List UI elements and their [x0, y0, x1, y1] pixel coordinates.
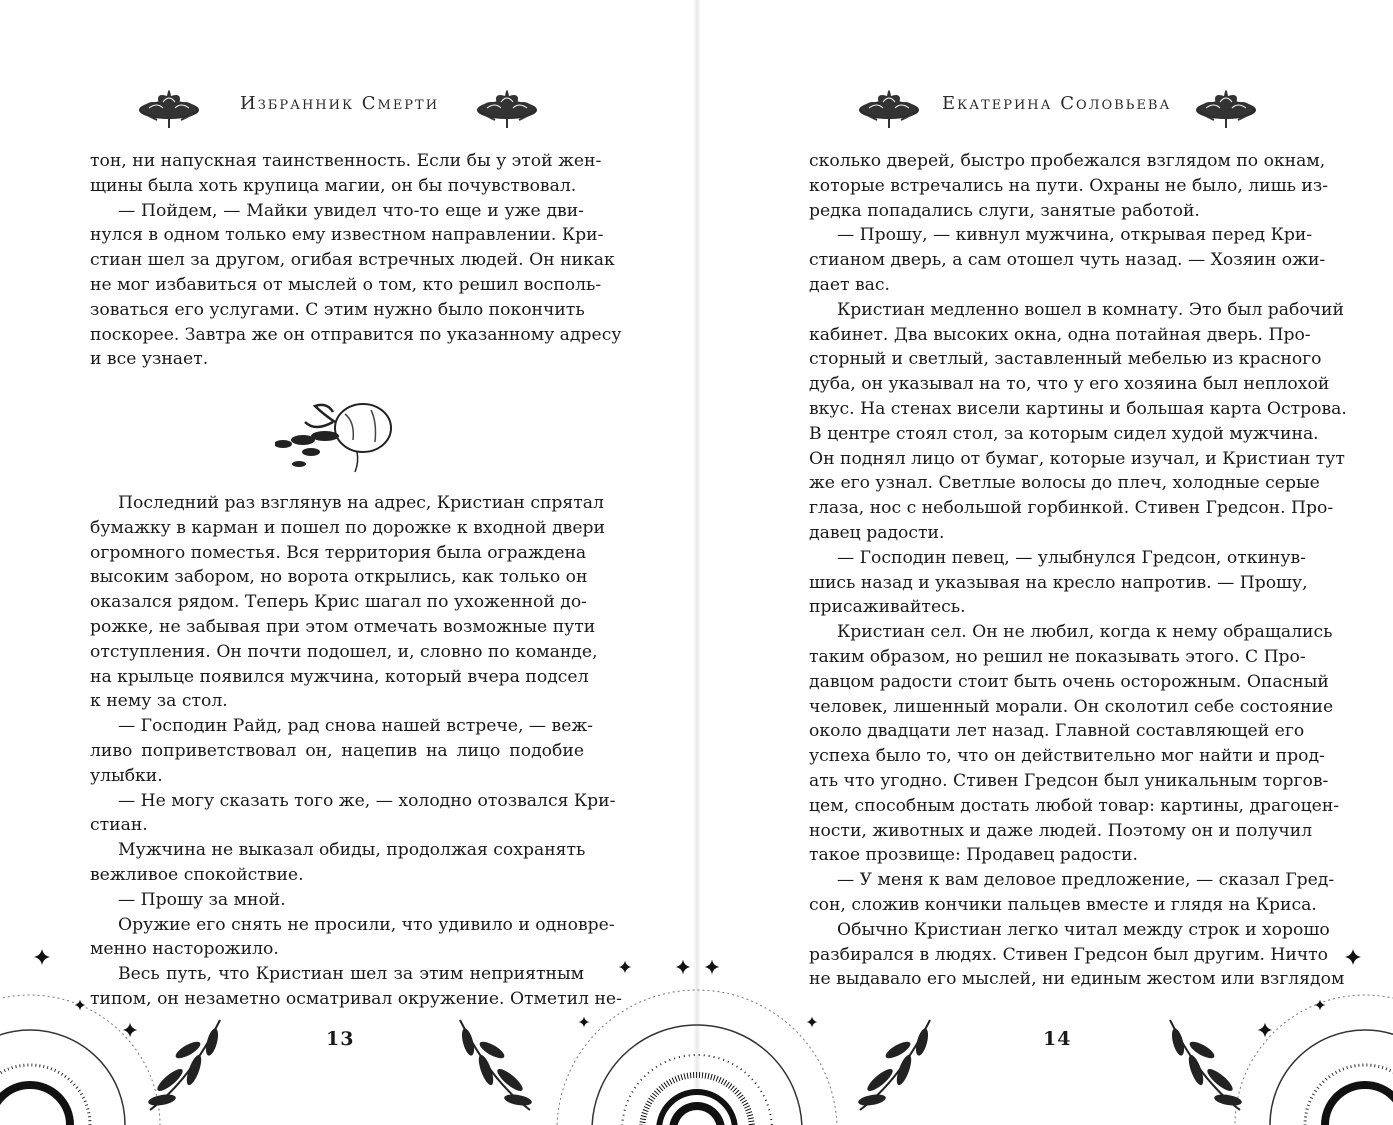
- text-line: Кристиан медленно вошел в комнату. Это был рабочий: [837, 299, 1344, 320]
- text-line: цем, способным достать любой товар: картины, драгоцен-: [809, 795, 1340, 816]
- text-line: давцом радости стоит быть очень осторожным. Опасный: [809, 671, 1329, 692]
- running-title: Екатерина Соловьева: [942, 93, 1172, 114]
- text-line: менно насторожило.: [90, 939, 279, 960]
- text-line: — Прошу за мной.: [118, 889, 286, 910]
- text-line: типом, он незаметно осматривал окружение. Отметил не-: [90, 988, 622, 1009]
- text-line: сколько дверей, быстро пробежался взглядом по окнам,: [809, 151, 1326, 171]
- text-line: ливо поприветствовал он, нацепив на лицо подобие: [90, 740, 584, 761]
- text-line: нулся в одном только ему известном направлении. Кри-: [90, 225, 604, 246]
- text-line: Последний раз взглянув на адрес, Кристиан спрятал: [118, 493, 604, 513]
- sun-ornament-icon: [1235, 995, 1393, 1125]
- text-line: же его узнал. Светлые волосы до плеч, холодные серые: [809, 473, 1320, 494]
- text-line: Мужчина не выказал обиды, продолжая сохранять: [118, 840, 586, 861]
- text-line: не выдавало его мыслей, ни единым жестом или взглядом: [809, 969, 1345, 990]
- page-number: 14: [1037, 1028, 1077, 1050]
- lotus-ornament-icon: [1194, 80, 1258, 132]
- text-line: рожке, не забывая при этом отмечать возможные пути: [90, 616, 596, 637]
- text-line: около двадцати лет назад. Главной составляющей его: [809, 721, 1305, 742]
- text-block: [809, 149, 1347, 992]
- text-line: — У меня к вам деловое предложение, — сказал Гред-: [837, 870, 1335, 891]
- text-line: улыбки.: [90, 765, 163, 786]
- text-line: дает вас.: [809, 274, 890, 295]
- decorative-footer-ornament: [0, 930, 1393, 1125]
- branch-ornament-icon: [857, 1020, 930, 1110]
- text-line: и все узнает.: [90, 349, 209, 370]
- text-line: — Прошу, — кивнул мужчина, открывая перед Кри-: [837, 225, 1313, 246]
- text-line: бумажку в карман и пошел по дорожке к входной двери: [90, 517, 605, 538]
- text-line: зоваться его услугами. С этим нужно было покончить: [90, 299, 585, 320]
- right-header: [697, 80, 1393, 132]
- text-line: на крыльце появился мужчина, который вчера подсел: [90, 666, 589, 687]
- text-line: вежливое спокойствие.: [90, 864, 304, 885]
- text-line: — Господин Райд, рад снова нашей встрече, — веж-: [118, 716, 593, 737]
- text-line: вкус. На стенах висели картины и большая карта Острова.: [809, 398, 1347, 419]
- lotus-ornament-icon: [857, 80, 921, 132]
- branch-ornament-icon: [147, 1020, 220, 1110]
- text-line: — Пойдем, — Майки увидел что-то еще и уже дви-: [118, 200, 584, 221]
- text-block: [90, 149, 622, 372]
- text-line: отступления. Он почти подошел, и, словно по команде,: [90, 641, 598, 662]
- lotus-ornament-icon: [137, 80, 201, 132]
- text-line: редка попадались слуги, занятые работой.: [809, 200, 1200, 221]
- text-line: дуба, он указывал на то, что у его хозяина был неплохой: [809, 374, 1330, 395]
- text-line: стианом дверь, а сам отошел чуть назад. — Хозяин ожи-: [809, 250, 1326, 271]
- star-icon: [34, 949, 1361, 1037]
- text-line: стиан шел за другом, огибая встречных людей. Он никак: [90, 250, 615, 271]
- text-line: кабинет. Два высоких окна, одна потайная дверь. Про-: [809, 324, 1311, 345]
- text-line: присаживайтесь.: [809, 597, 966, 618]
- text-line: Весь путь, что Кристиан шел за этим неприятным: [118, 964, 584, 985]
- branch-ornament-icon: [460, 1020, 533, 1110]
- text-line: — Господин певец, — улыбнулся Гредсон, откинув-: [837, 547, 1306, 568]
- text-line: к нему за стол.: [90, 691, 228, 712]
- text-line: — Не могу сказать того же, — холодно отозвался Кри-: [118, 790, 616, 811]
- text-line: стиан.: [90, 815, 148, 836]
- text-line: Кристиан сел. Он не любил, когда к нему обращались: [837, 622, 1333, 643]
- lotus-ornament-icon: [475, 80, 539, 132]
- text-line: успеха было то, что он действительно мог найти и прод-: [809, 746, 1325, 767]
- text-line: В центре стоял стол, за которым сидел худой мужчина.: [809, 423, 1319, 444]
- text-line: которые встречались на пути. Охраны не было, лишь из-: [809, 175, 1329, 196]
- text-line: тон, ни напускная таинственность. Если бы у этой жен-: [90, 151, 602, 171]
- text-line: поскорее. Завтра же он отправится по указанному адресу: [90, 324, 622, 345]
- text-line: сон, сложив кончики пальцев вместе и глядя на Криса.: [809, 894, 1317, 915]
- text-line: Обычно Кристиан легко читал между строк и хорошо: [837, 919, 1330, 940]
- running-title: Избранник Смерти: [240, 93, 440, 114]
- text-line: оказался рядом. Теперь Крис шагал по ухоженной до-: [90, 592, 587, 613]
- text-line: ать что угодно. Стивен Гредсон был уникальным торгов-: [809, 770, 1329, 791]
- text-line: Оружие его снять не просили, что удивило и одновре-: [118, 914, 615, 935]
- text-line: ности, животных и даже людей. Поэтому он и получил: [809, 820, 1313, 841]
- left-header: [0, 80, 696, 132]
- text-line: шись назад и указывая на кресло напротив. — Прошу,: [809, 572, 1308, 593]
- coin-pouch-icon: [275, 392, 395, 474]
- text-line: огромного поместья. Вся территория была ограждена: [90, 542, 587, 563]
- text-line: таким образом, но решил не показывать этого. С Про-: [809, 646, 1306, 667]
- sun-ornament-icon: [0, 995, 160, 1125]
- text-line: Он поднял лицо от бумаг, которые изучал, и Кристиан тут: [809, 448, 1345, 469]
- page-number: 13: [320, 1028, 360, 1050]
- text-line: глаза, нос с небольшой горбинкой. Стивен Гредсон. Про-: [809, 498, 1334, 519]
- text-line: человек, лишенный морали. Он сколотил себе состояние: [809, 696, 1334, 717]
- branch-ornament-icon: [1170, 1020, 1243, 1110]
- text-line: такое прозвище: Продавец радости.: [809, 845, 1138, 866]
- text-line: сторный и светлый, заставленный мебелью из красного: [809, 349, 1322, 370]
- text-line: давец радости.: [809, 522, 945, 543]
- text-line: разбирался в людях. Стивен Гредсон был другим. Ничто: [809, 944, 1329, 965]
- text-line: не мог избавиться от мыслей о том, кто решил восполь-: [90, 274, 602, 295]
- text-line: щины была хоть крупица магии, он бы почувствовал.: [90, 175, 577, 196]
- text-line: высоким забором, но ворота открылись, как только он: [90, 567, 588, 588]
- sun-ornament-icon: [557, 990, 837, 1125]
